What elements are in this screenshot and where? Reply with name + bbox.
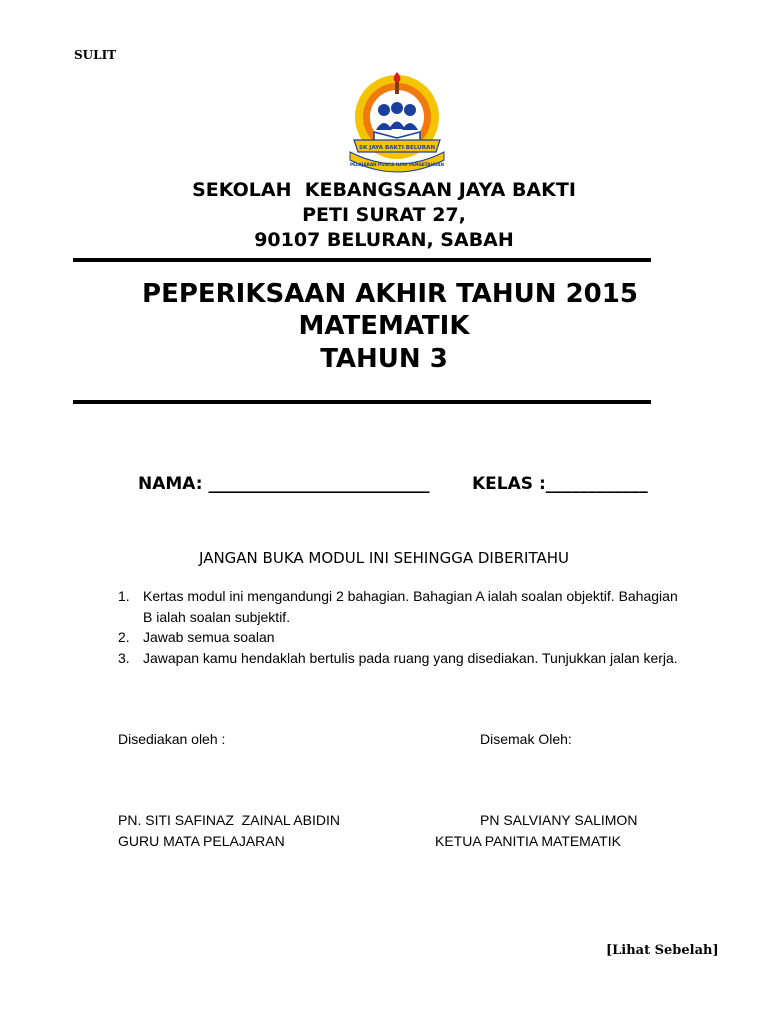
reviewed-by-role: KETUA PANITIA MATEMATIK [435,833,621,849]
school-address-line2: 90107 BELURAN, SABAH [254,229,514,251]
prepared-by-name: PN. SITI SAFINAZ ZAINAL ABIDIN [118,812,340,828]
logo-banner-text: SK JAYA BAKTI BELURAN [358,145,436,151]
school-name: SEKOLAH KEBANGSAAN JAYA BAKTI [192,179,576,201]
student-name-field[interactable]: NAMA: __________________________ [138,474,430,494]
instruction-item [118,648,678,669]
school-address-line1: PETI SURAT 27, [302,204,466,226]
instruction-number: 2. [118,629,130,645]
school-logo [348,72,446,174]
divider-top [73,258,651,262]
divider-bottom [73,400,651,404]
warning-notice: JANGAN BUKA MODUL INI SEHINGGA DIBERITAHU [199,549,569,567]
instruction-number: 3. [118,649,130,666]
instruction-item [118,586,678,627]
student-class-field[interactable]: KELAS :____________ [472,474,648,494]
next-page-notice: [Lihat Sebelah] [606,943,719,958]
logo-motto-text: PELAJARAN PUNCA ILMU PENGETAHUAN [349,162,445,167]
instruction-text: Kertas modul ini mengandungi 2 bahagian. Bahagian A ialah soalan objektif. Bahagian B ialah soalan subjektif. [143,588,678,625]
exam-subject: MATEMATIK [298,311,470,341]
reviewed-by-label: Disemak Oleh: [480,731,572,747]
prepared-by-role: GURU MATA PELAJARAN [118,833,285,849]
instruction-number: 1. [118,588,130,604]
exam-title: PEPERIKSAAN AKHIR TAHUN 2015 [142,279,638,309]
exam-year-level: TAHUN 3 [320,344,448,374]
instruction-text: Jawapan kamu hendaklah bertulis pada ruang yang disediakan. Tunjukkan jalan kerja. [143,649,678,666]
instructions-list [118,586,678,668]
instruction-text: Jawab semua soalan [143,629,275,645]
instruction-item [118,627,678,648]
classification-label: SULIT [74,48,117,62]
prepared-by-label: Disediakan oleh : [118,731,226,747]
reviewed-by-name: PN SALVIANY SALIMON [480,812,638,828]
